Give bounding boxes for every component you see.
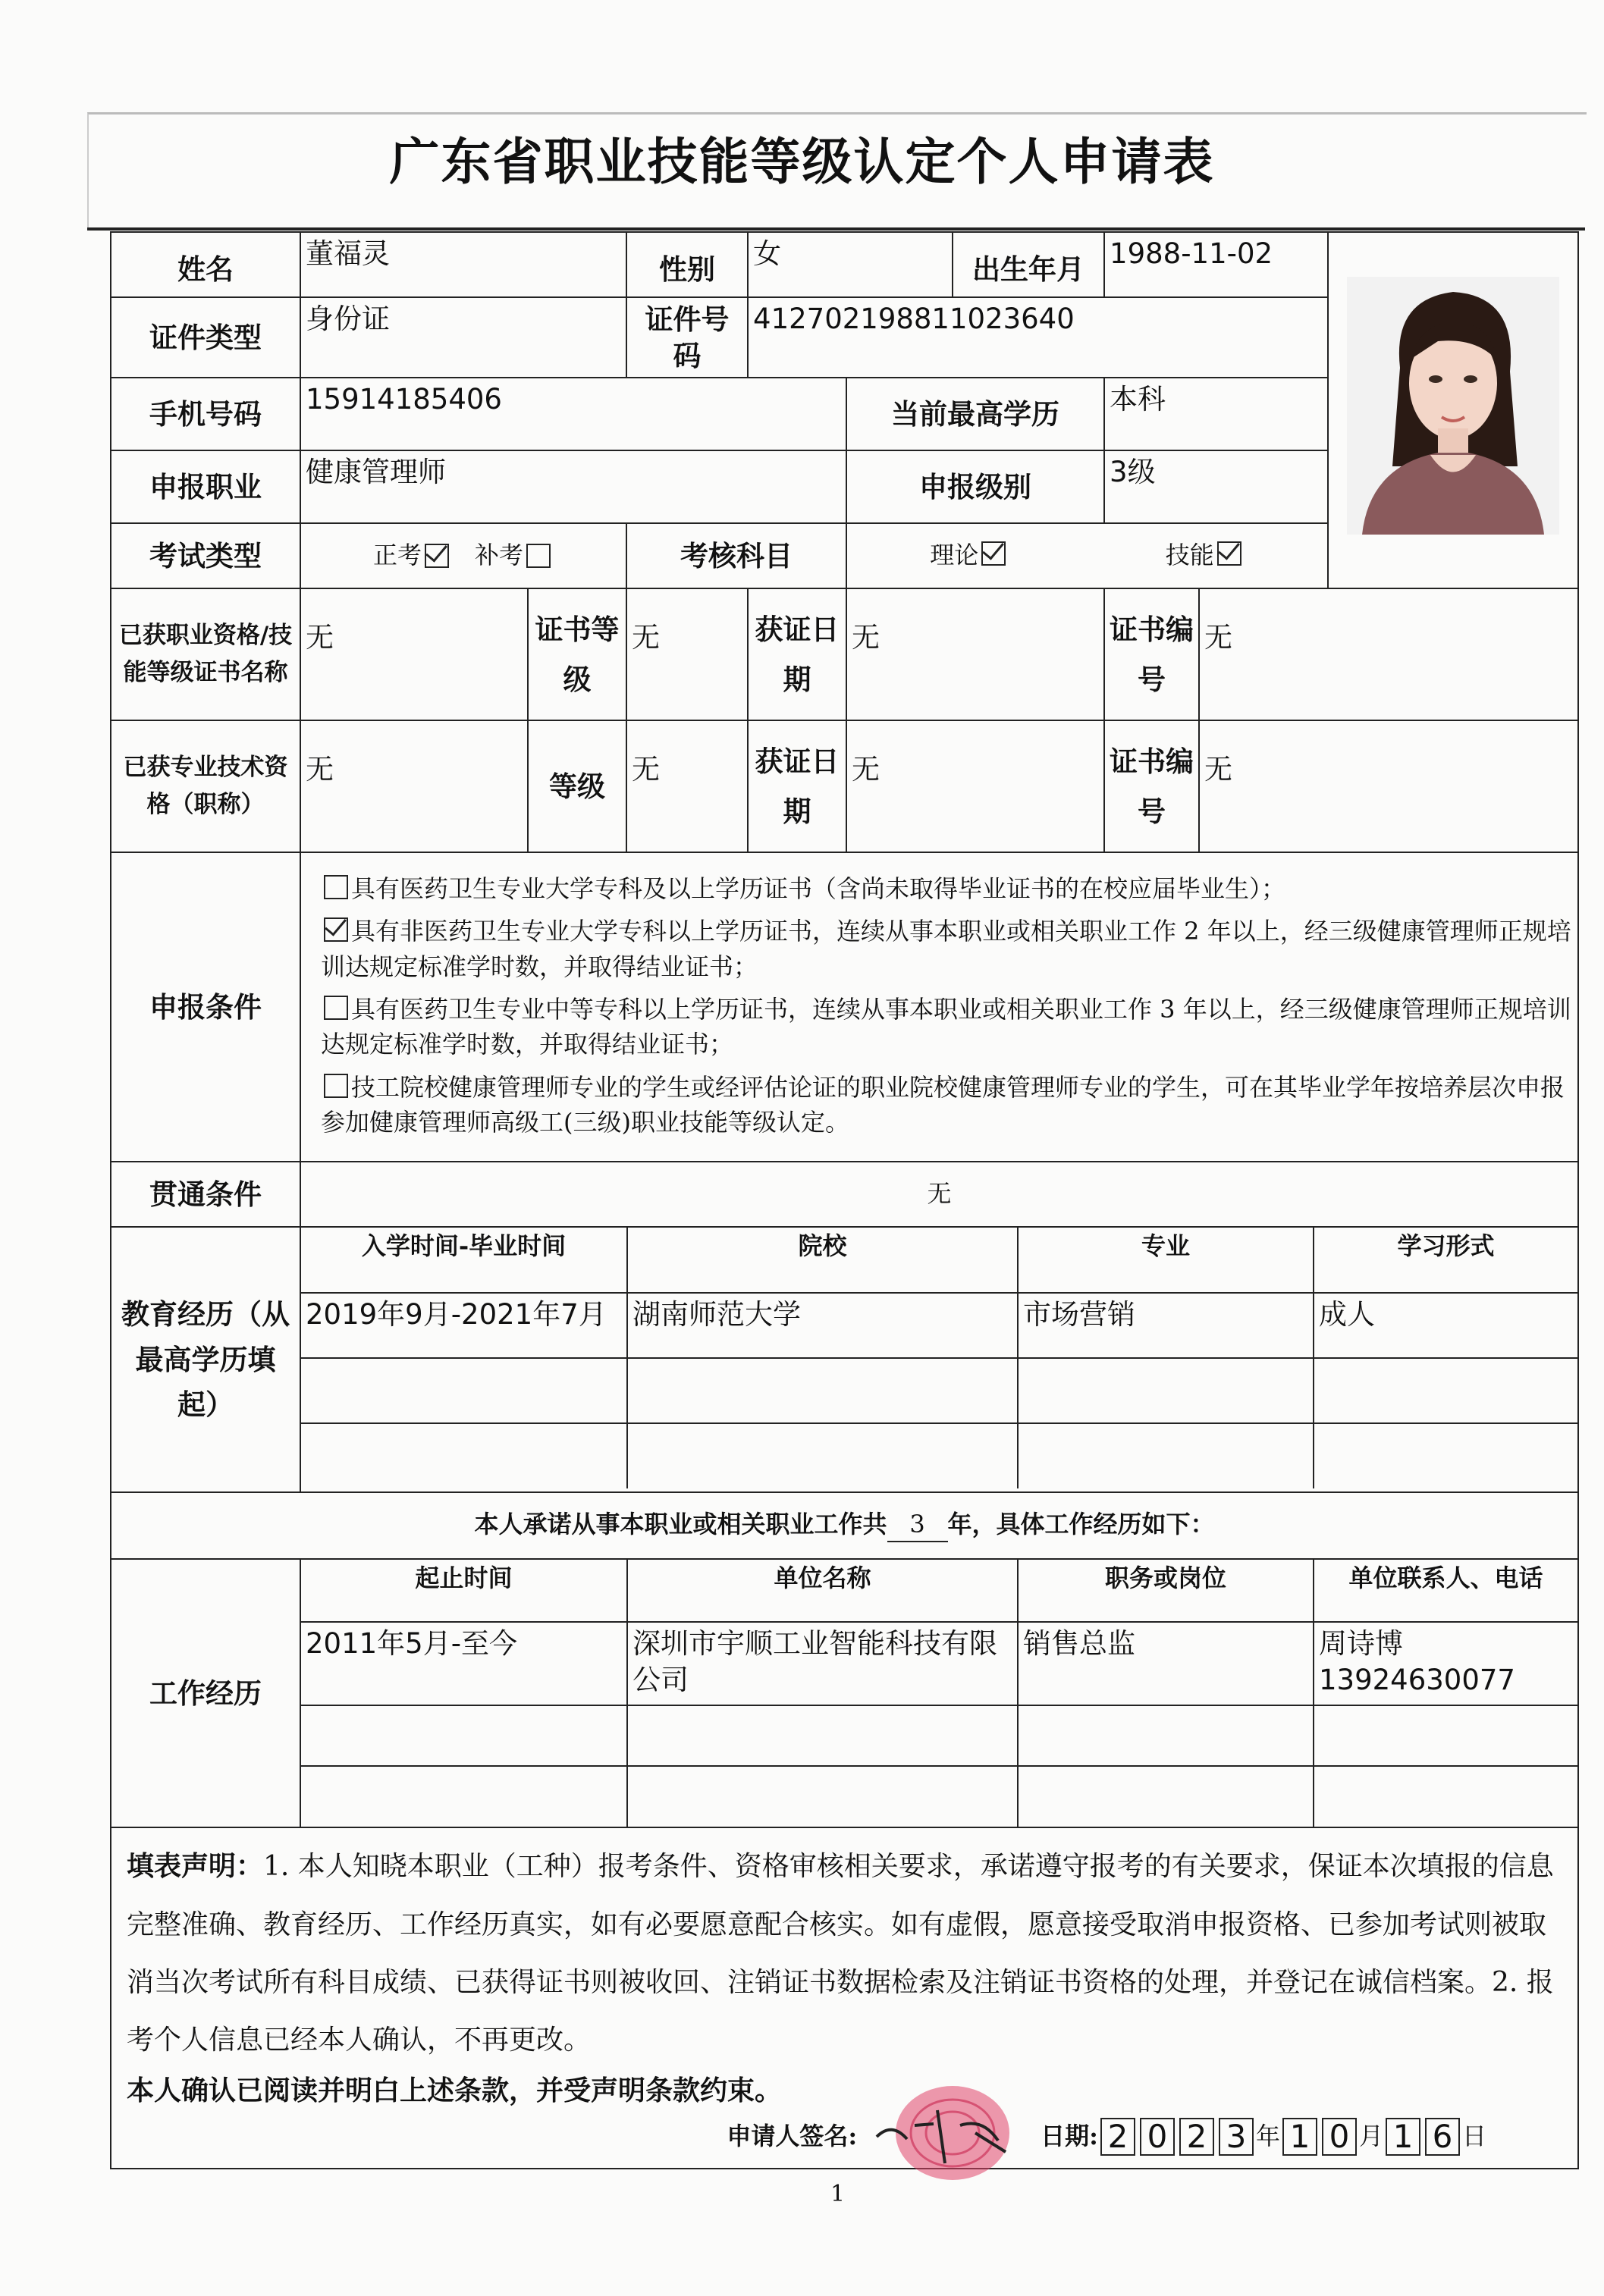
edu-major xyxy=(1018,1423,1314,1488)
label-edu-history: 教育经历（从最高学历填起） xyxy=(111,1227,300,1492)
date-digit: 6 xyxy=(1425,2118,1460,2156)
label-id-type: 证件类型 xyxy=(111,297,300,378)
exam-type-options xyxy=(300,523,626,588)
edu-school xyxy=(627,1358,1018,1423)
label-name: 姓名 xyxy=(111,232,300,297)
value-birth: 1988-11-02 xyxy=(1104,232,1328,297)
work-header-employer: 单位名称 xyxy=(627,1560,1018,1622)
date-digit: 1 xyxy=(1386,2118,1420,2156)
value-occupation: 健康管理师 xyxy=(300,450,846,523)
label-exam-type: 考试类型 xyxy=(111,523,300,588)
value-prior-grade: 无 xyxy=(626,588,748,720)
label-subjects: 考核科目 xyxy=(626,523,846,588)
value-title-number: 无 xyxy=(1199,720,1578,852)
signature-area xyxy=(862,2110,1036,2163)
date-digit: 2 xyxy=(1179,2118,1214,2156)
declaration-cell xyxy=(111,1827,1578,2169)
work-employer xyxy=(627,1766,1018,1827)
edu-period: 2019年9月-2021年7月 xyxy=(301,1293,627,1358)
date-digit: 0 xyxy=(1322,2118,1357,2156)
edu-header-major: 专业 xyxy=(1018,1228,1314,1293)
commitment-prefix: 本人承诺从事本职业或相关职业工作共 xyxy=(474,1510,887,1539)
label-gender: 性别 xyxy=(626,232,748,297)
table-row xyxy=(301,1705,1577,1766)
table-row xyxy=(301,1622,1577,1705)
value-prior-cert: 无 xyxy=(300,588,528,720)
commitment-row xyxy=(111,1492,1578,1559)
declaration-heading: 填表声明： xyxy=(127,1850,264,1883)
condition-text: 具有非医药卫生专业大学专科以上学历证书，连续从事本职业或相关职业工作 2 年以上，经三级健康管理师正规培训达规定标准学时数，并取得结业证书； xyxy=(321,917,1571,981)
work-period xyxy=(301,1705,627,1766)
label-id-number: 证件号码 xyxy=(626,297,748,378)
condition-checkbox[interactable] xyxy=(324,996,348,1020)
page-title: 广东省职业技能等级认定个人申请表 xyxy=(389,133,1215,191)
subject-theory-checkbox[interactable] xyxy=(981,541,1006,566)
work-header-contact: 单位联系人、电话 xyxy=(1314,1560,1577,1622)
label-through: 贯通条件 xyxy=(111,1162,300,1227)
exam-makeup-label: 补考 xyxy=(475,541,524,570)
value-title-grade: 无 xyxy=(626,720,748,852)
value-phone: 15914185406 xyxy=(300,378,846,450)
condition-checkbox[interactable] xyxy=(324,917,348,942)
label-level: 申报级别 xyxy=(846,450,1104,523)
work-contact xyxy=(1314,1766,1577,1827)
month-unit: 月 xyxy=(1359,2122,1384,2151)
condition-checkbox[interactable] xyxy=(324,1074,348,1098)
value-prior-date: 无 xyxy=(846,588,1104,720)
value-id-number: 412702198811023640 xyxy=(748,297,1328,378)
label-education: 当前最高学历 xyxy=(846,378,1104,450)
edu-header-school: 院校 xyxy=(627,1228,1018,1293)
work-position: 销售总监 xyxy=(1018,1622,1314,1705)
title-rule xyxy=(87,227,1585,231)
subject-skill-checkbox[interactable] xyxy=(1217,541,1241,566)
condition-checkbox[interactable] xyxy=(324,875,348,899)
value-gender: 女 xyxy=(748,232,953,297)
value-prof-title: 无 xyxy=(300,720,528,852)
year-unit: 年 xyxy=(1255,2122,1280,2151)
exam-makeup-checkbox[interactable] xyxy=(526,544,551,568)
condition-item xyxy=(321,992,1573,1062)
table-row xyxy=(301,1293,1577,1358)
day-unit: 日 xyxy=(1462,2122,1487,2151)
work-header-position: 职务或岗位 xyxy=(1018,1560,1314,1622)
work-table-cell xyxy=(300,1559,1578,1827)
work-contact: 周诗博 13924630077 xyxy=(1314,1622,1577,1705)
label-obtained-date: 获证日期 xyxy=(748,588,846,720)
commitment-suffix: 年，具体工作经历如下： xyxy=(947,1510,1215,1539)
table-row xyxy=(301,1358,1577,1423)
edu-header-period: 入学时间-毕业时间 xyxy=(301,1228,627,1293)
conditions-list xyxy=(300,852,1578,1162)
work-employer: 深圳市宇顺工业智能科技有限公司 xyxy=(627,1622,1018,1705)
work-position xyxy=(1018,1766,1314,1827)
label-birth: 出生年月 xyxy=(953,232,1104,297)
label-phone: 手机号码 xyxy=(111,378,300,450)
application-form xyxy=(110,231,1579,2169)
edu-school: 湖南师范大学 xyxy=(627,1293,1018,1358)
value-name: 董福灵 xyxy=(300,232,626,297)
label-title-grade: 等级 xyxy=(528,720,626,852)
education-table-cell xyxy=(300,1227,1578,1492)
label-title-cert-no: 证书编号 xyxy=(1104,720,1199,852)
condition-item xyxy=(321,1070,1573,1140)
work-header-period: 起止时间 xyxy=(301,1560,627,1622)
table-row xyxy=(301,1766,1577,1827)
work-period: 2011年5月-至今 xyxy=(301,1622,627,1705)
edu-major xyxy=(1018,1358,1314,1423)
applicant-photo xyxy=(1328,232,1578,588)
declaration-confirm xyxy=(111,2069,1577,2113)
condition-text: 具有医药卫生专业大学专科及以上学历证书（含尚未取得毕业证书的在校应届毕业生）； xyxy=(351,874,1286,903)
date-label: 日期: xyxy=(1041,2122,1098,2151)
value-title-date: 无 xyxy=(846,720,1104,852)
label-prof-title: 已获专业技术资格（职称） xyxy=(111,720,300,852)
condition-item xyxy=(321,871,1573,906)
label-conditions: 申报条件 xyxy=(111,852,300,1162)
signature-label: 申请人签名: xyxy=(727,2122,858,2151)
value-level: 3级 xyxy=(1104,450,1328,523)
exam-regular-checkbox[interactable] xyxy=(425,544,449,568)
subject-skill-label: 技能 xyxy=(1165,541,1214,570)
fingerprint-stamp xyxy=(862,2080,1036,2186)
declaration-body: 1. 本人知晓本职业（工种）报考条件、资格审核相关要求，承诺遵守报考的有关要求，保证本次填报的信息完整准确、教育经历、工作经历真实，如有必要愿意配合核实。如有虚假，愿意接受取消申报资格、已参加考试则被取消当次考试所有科目成绩、已获得证书则被收回、注销证书数据检索及注销证书资格的处理，并登记在诚信档案。2. 报考个人信息已经本人确认，不再更改。 xyxy=(127,1851,1554,2056)
value-through: 无 xyxy=(300,1162,1578,1227)
page-number: 1 xyxy=(830,2181,846,2207)
value-education: 本科 xyxy=(1104,378,1328,450)
date-digit: 0 xyxy=(1140,2118,1175,2156)
condition-item xyxy=(321,914,1573,984)
edu-mode xyxy=(1314,1358,1577,1423)
subject-options xyxy=(846,523,1328,588)
subject-theory-label: 理论 xyxy=(930,541,979,570)
value-id-type: 身份证 xyxy=(300,297,626,378)
condition-text: 具有医药卫生专业中等专科以上学历证书，连续从事本职业或相关职业工作 3 年以上，经三级健康管理师正规培训达规定标准学时数，并取得结业证书； xyxy=(321,994,1571,1059)
value-prior-number: 无 xyxy=(1199,588,1578,720)
edu-school xyxy=(627,1423,1018,1488)
education-table xyxy=(301,1228,1577,1488)
label-prior-cert: 已获职业资格/技能等级证书名称 xyxy=(111,588,300,720)
date-digit: 1 xyxy=(1282,2118,1317,2156)
edu-mode xyxy=(1314,1423,1577,1488)
edu-period xyxy=(301,1358,627,1423)
work-contact xyxy=(1314,1705,1577,1766)
label-cert-grade: 证书等级 xyxy=(528,588,626,720)
edu-major: 市场营销 xyxy=(1018,1293,1314,1358)
exam-regular-label: 正考 xyxy=(373,541,422,570)
edu-header-mode: 学习形式 xyxy=(1314,1228,1577,1293)
confirm-text: 本人确认已阅读并明白上述条款，并受声明条款约束。 xyxy=(127,2075,783,2107)
condition-text: 技工院校健康管理师专业的学生或经评估论证的职业院校健康管理师专业的学生，可在其毕业学年按培养层次申报参加健康管理师高级工(三级)职业技能等级认定。 xyxy=(321,1072,1565,1137)
table-row xyxy=(301,1423,1577,1488)
portrait-image xyxy=(1347,277,1559,535)
date-digit: 2 xyxy=(1100,2118,1135,2156)
edu-mode: 成人 xyxy=(1314,1293,1577,1358)
label-work-history: 工作经历 xyxy=(111,1559,300,1827)
label-cert-no: 证书编号 xyxy=(1104,588,1199,720)
date-digit: 3 xyxy=(1219,2118,1254,2156)
work-period xyxy=(301,1766,627,1827)
work-position xyxy=(1018,1705,1314,1766)
commitment-years: 3 xyxy=(887,1509,948,1542)
label-title-date: 获证日期 xyxy=(748,720,846,852)
label-occupation: 申报职业 xyxy=(111,450,300,523)
edu-period xyxy=(301,1423,627,1488)
work-table xyxy=(301,1560,1577,1827)
work-employer xyxy=(627,1705,1018,1766)
signature-line xyxy=(111,2110,1577,2163)
declaration-text xyxy=(111,1828,1577,2069)
